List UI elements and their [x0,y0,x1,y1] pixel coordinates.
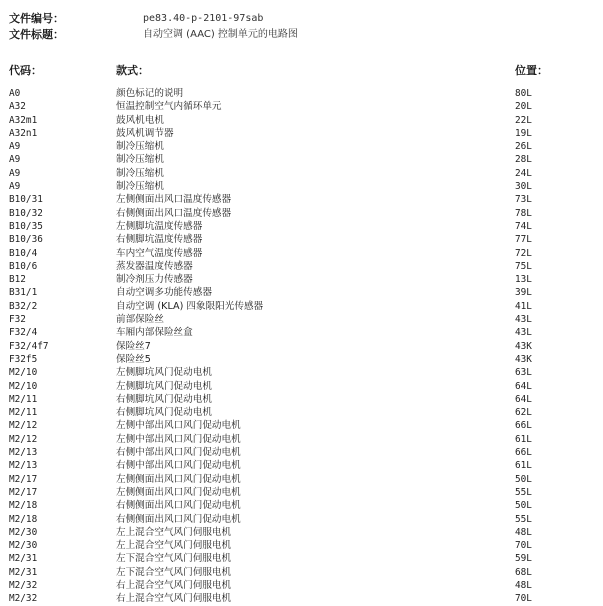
row-description: 左侧中部出风口风门促动电机 [116,420,241,432]
row-code: M2/17 [9,473,38,485]
row-position: 55L [515,513,532,525]
row-code: B31/1 [9,287,38,299]
doc-title-label: 文件标题： [9,28,64,41]
row-description: 自动空调 (KLA) 四象限阳光传感器 [116,300,264,312]
row-description: 右上混合空气风门伺服电机 [116,579,232,591]
table-row [0,552,603,565]
row-code: M2/18 [9,500,38,512]
row-position: 19L [515,127,532,139]
table-row [0,433,603,446]
row-position: 59L [515,553,532,565]
row-code: F32/4 [9,327,38,339]
row-code: A9 [9,154,21,166]
row-position: 43K [515,340,532,352]
row-position: 72L [515,247,532,259]
table-row [0,366,603,379]
row-description: 右侧脚坑风门促动电机 [116,393,212,405]
row-code: B12 [9,274,26,286]
table-row [0,233,603,246]
row-description: 制冷压缩机 [116,181,164,193]
table-row [0,592,603,605]
table-row [0,247,603,260]
table-row [0,260,603,273]
row-position: 77L [515,234,532,246]
row-code: B10/35 [9,220,43,232]
table-row [0,127,603,140]
table-row [0,446,603,459]
row-description: 左侧侧面出风口风门促动电机 [116,473,241,485]
row-code: M2/12 [9,420,38,432]
table-row [0,193,603,206]
table-row [0,340,603,353]
row-description: 右侧中部出风口风门促动电机 [116,460,241,472]
row-position: 43L [515,314,532,326]
table-row [0,566,603,579]
row-code: M2/30 [9,540,38,552]
row-position: 61L [515,460,532,472]
table-row [0,207,603,220]
row-description: 右侧侧面出风口温度传感器 [116,207,232,219]
table-row [0,100,603,113]
row-position: 30L [515,181,532,193]
row-code: F32/4f7 [9,340,49,352]
row-code: A9 [9,181,21,193]
row-description: 左侧侧面出风口温度传感器 [116,194,232,206]
row-description: 右侧中部出风口风门促动电机 [116,447,241,459]
row-code: A9 [9,141,21,153]
row-description: 左侧侧面出风口风门促动电机 [116,486,241,498]
table-row [0,167,603,180]
table-row [0,114,603,127]
row-code: A32 [9,101,26,113]
row-code: A32m1 [9,114,38,126]
table-row [0,87,603,100]
row-position: 80L [515,88,532,99]
row-code: M2/11 [9,407,38,419]
row-description: 鼓风机电机 [116,114,164,126]
row-code: F32 [9,314,26,326]
row-position: 66L [515,420,532,432]
table-row [0,300,603,313]
row-code: M2/10 [9,367,38,379]
table-row [0,380,603,393]
row-position: 63L [515,367,532,379]
row-code: M2/17 [9,486,38,498]
doc-number-value: pe83.40-p-2101-97sab [143,13,264,24]
row-description: 左侧脚坑风门促动电机 [116,367,212,379]
row-code: B10/32 [9,207,43,219]
row-code: M2/31 [9,553,38,565]
row-code: F32f5 [9,353,38,365]
table-row [0,459,603,472]
row-description: 右上混合空气风门伺服电机 [116,593,232,605]
table-row [0,140,603,153]
doc-number-label: 文件编号： [9,12,64,25]
row-position: 70L [515,593,532,605]
row-code: M2/13 [9,447,38,459]
column-header-code: 代码： [9,64,42,77]
row-position: 28L [515,154,532,166]
row-position: 39L [515,287,532,299]
row-position: 41L [515,300,532,312]
table-row [0,326,603,339]
row-description: 制冷剂压力传感器 [116,274,193,286]
table-row [0,353,603,366]
row-description: 左侧中部出风口风门促动电机 [116,433,241,445]
component-table [0,87,603,606]
row-code: M2/30 [9,526,38,538]
table-row [0,486,603,499]
table-row [0,286,603,299]
row-description: 制冷压缩机 [116,154,164,166]
row-code: B10/4 [9,247,38,259]
table-row [0,313,603,326]
table-row [0,220,603,233]
row-position: 70L [515,540,532,552]
row-position: 24L [515,167,532,179]
row-description: 制冷压缩机 [116,167,164,179]
row-position: 61L [515,433,532,445]
row-description: 右侧侧面出风口风门促动电机 [116,500,241,512]
row-description: 自动空调多功能传感器 [116,287,212,299]
row-code: M2/10 [9,380,38,392]
row-code: M2/12 [9,433,38,445]
column-header-position: 位置： [515,64,548,77]
row-position: 73L [515,194,532,206]
column-header-description: 款式： [116,64,149,77]
row-description: 颜色标记的说明 [116,88,184,99]
row-position: 48L [515,579,532,591]
row-code: M2/31 [9,566,38,578]
table-row [0,393,603,406]
row-position: 74L [515,220,532,232]
row-description: 左上混合空气风门伺服电机 [116,540,232,552]
row-description: 车内空气温度传感器 [116,247,203,259]
table-row [0,579,603,592]
row-position: 26L [515,141,532,153]
row-code: M2/11 [9,393,38,405]
table-row [0,473,603,486]
row-code: A0 [9,88,21,99]
row-position: 50L [515,500,532,512]
row-code: B32/2 [9,300,38,312]
row-description: 恒温控制空气内循环单元 [116,101,222,113]
row-description: 左上混合空气风门伺服电机 [116,526,232,538]
row-position: 13L [515,274,532,286]
row-code: B10/6 [9,260,38,272]
row-description: 左下混合空气风门伺服电机 [116,553,232,565]
table-row [0,419,603,432]
row-code: B10/31 [9,194,43,206]
table-row [0,406,603,419]
row-code: M2/32 [9,579,38,591]
row-code: M2/32 [9,593,38,605]
row-description: 保险丝5 [116,353,151,365]
row-position: 62L [515,407,532,419]
row-description: 车厢内部保险丝盒 [116,327,193,339]
row-position: 78L [515,207,532,219]
row-code: M2/13 [9,460,38,472]
row-description: 鼓风机调节器 [116,127,174,139]
row-description: 左下混合空气风门伺服电机 [116,566,232,578]
table-row [0,499,603,512]
row-description: 蒸发器温度传感器 [116,260,193,272]
row-position: 66L [515,447,532,459]
row-code: B10/36 [9,234,43,246]
table-row [0,513,603,526]
row-position: 75L [515,260,532,272]
row-description: 右侧侧面出风口风门促动电机 [116,513,241,525]
row-position: 43K [515,353,532,365]
row-description: 保险丝7 [116,340,151,352]
row-description: 左侧脚坑温度传感器 [116,220,203,232]
row-position: 55L [515,486,532,498]
row-position: 48L [515,526,532,538]
row-description: 左侧脚坑风门促动电机 [116,380,212,392]
row-position: 68L [515,566,532,578]
row-description: 制冷压缩机 [116,141,164,153]
row-position: 43L [515,327,532,339]
row-position: 64L [515,393,532,405]
table-row [0,539,603,552]
row-description: 右侧脚坑风门促动电机 [116,407,212,419]
row-description: 右侧脚坑温度传感器 [116,234,203,246]
doc-title-value: 自动空调 (AAC) 控制单元的电路图 [143,29,298,40]
row-position: 20L [515,101,532,113]
table-row [0,526,603,539]
table-row [0,153,603,166]
row-description: 前部保险丝 [116,314,164,326]
row-position: 22L [515,114,532,126]
row-code: M2/18 [9,513,38,525]
table-row [0,180,603,193]
row-code: A32n1 [9,127,38,139]
row-code: A9 [9,167,21,179]
row-position: 50L [515,473,532,485]
row-position: 64L [515,380,532,392]
table-row [0,273,603,286]
